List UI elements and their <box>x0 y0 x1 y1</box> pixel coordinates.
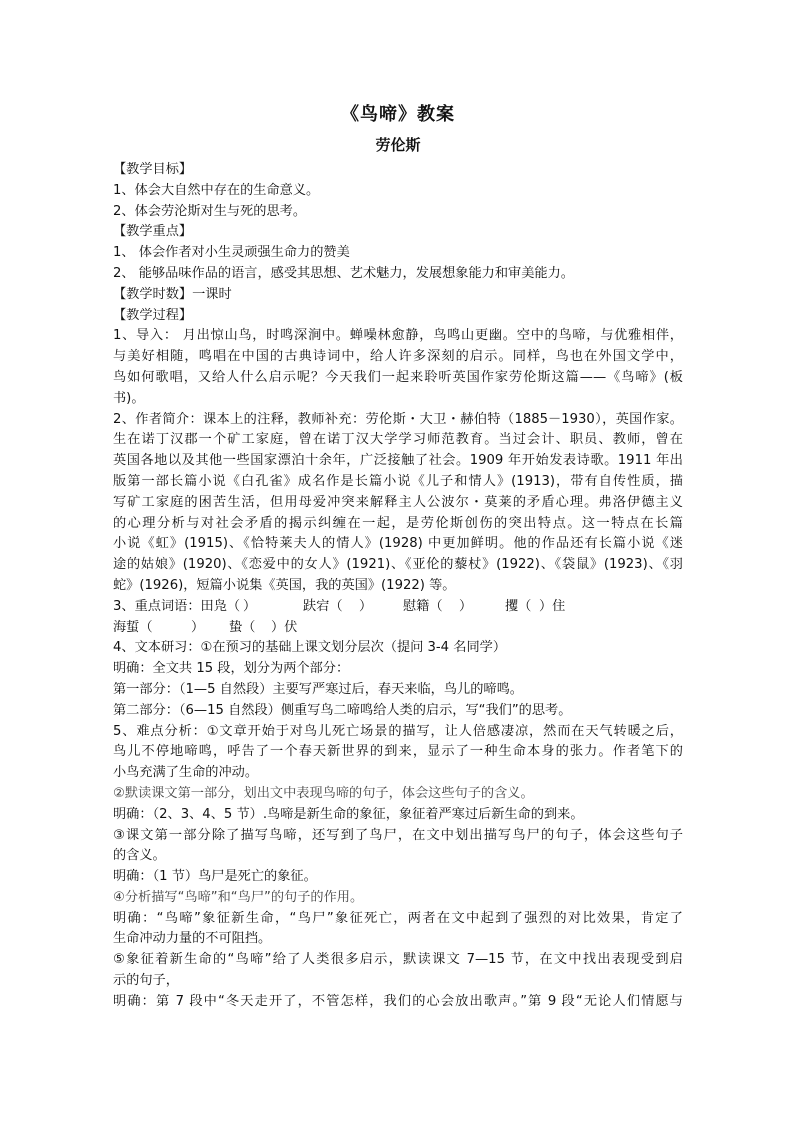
text-line: 明确：全文共 15 段，划分为两个部分： <box>113 661 350 677</box>
vocab-word: 趺宕（ <box>303 598 343 614</box>
text-line: 第二部分：（6—15 自然段）侧重写鸟二啼鸣给人类的启示，写“我们”的思考。 <box>113 702 572 718</box>
section-heading: 【教学过程】 <box>113 307 193 323</box>
text-line: 1、导入： 月出惊山鸟，时鸣深涧中。蝉噪林愈静，鸟鸣山更幽。空中的鸟啼，与优雅相伴， <box>113 328 683 344</box>
text-line: ④分析描写“鸟啼”和“鸟尸”的句子的作用。 <box>113 889 364 905</box>
text-line: 写矿工家庭的困苦生活，但用母爱冲突来解释主人公波尔・莫莱的矛盾心理。弗洛伊德主义 <box>113 494 683 510</box>
document-body <box>113 160 683 1013</box>
text-line: 生命冲动力量的不可阻挡。 <box>113 931 272 947</box>
text-line: 小说《虹》(1915)、《恰特莱夫人的情人》(1928) 中更加鲜明。他的作品还有长篇小说《迷 <box>113 536 683 552</box>
document-author: 劳伦斯 <box>375 136 421 154</box>
section-heading: 【教学时数】一课时 <box>113 286 232 302</box>
vocab-blank-close: ）伏 <box>271 619 298 635</box>
text-line: 2、体会劳沦斯对生与死的思考。 <box>113 203 307 219</box>
text-line: 生在诺丁汉郡一个矿工家庭，曾在诺丁汉大学学习师范教育。当过会计、职员、教师，曾在 <box>113 432 683 448</box>
text-line: 与美好相随，鸣唱在中国的古典诗词中，给人许多深刻的启示。同样，鸟也在外国文学中， <box>113 349 683 365</box>
text-line: 鸟如何歌唱，又给人什么启示呢？今天我们一起来聆听英国作家劳伦斯这篇——《鸟啼》(板 <box>113 369 683 385</box>
text-line: ③课文第一部分除了描写鸟啼，还写到了鸟尸，在文中划出描写鸟尸的句子，体会这些句子 <box>113 827 683 843</box>
text-line: 示的句子， <box>113 973 179 989</box>
document-title: 《鸟啼》教案 <box>341 104 455 125</box>
text-line: 英国各地以及其他一些国家漂泊十余年，广泛接触了社会。1909 年开始发表诗歌。1911 年出 <box>113 453 683 469</box>
text-line: 5、难点分析：①文章开始于对鸟儿死亡场景的描写，让人倍感凄凉，然而在天气转暖之后， <box>113 723 683 739</box>
text-line: ②默读课文第一部分，划出文中表现鸟啼的句子，体会这些句子的含义。 <box>113 785 534 801</box>
text-line: 版第一部长篇小说《白孔雀》成名作是长篇小说《儿子和情人》(1913)，带有自传性质，描 <box>113 473 683 489</box>
vocab-label: 3、重点词语：田凫（ <box>113 598 241 614</box>
vocab-label: 海蜇（ <box>113 619 153 635</box>
text-line: 1、 体会作者对小生灵顽强生命力的赞美 <box>113 245 350 261</box>
text-line: ⑤象征着新生命的“鸟啼”给了人类很多启示，默读课文 7—15 节，在文中找出表现受到启 <box>113 952 683 968</box>
text-line: 鸟儿不停地啼鸣，呼告了一个春天新世界的到来，显示了一种生命本身的张力。作者笔下的 <box>113 744 683 760</box>
text-line: 第一部分：（1—5 自然段）主要写严寒过后，春天来临，鸟儿的啼鸣。 <box>113 681 523 697</box>
text-line: 1、体会大自然中存在的生命意义。 <box>113 182 320 198</box>
text-line: 书)。 <box>113 390 145 406</box>
vocab-blank-close: ） <box>359 598 373 614</box>
text-line: 明确：（2、3、4、5 节）.鸟啼是新生命的象征，象征着严寒过后新生命的到来。 <box>113 806 584 822</box>
text-line: 途的姑娘》(1920)、《恋爱中的女人》(1921)、《亚伦的藜杖》(1922)、《袋鼠》(1923)、《羽 <box>113 557 683 573</box>
vocab-line <box>113 618 683 639</box>
text-line: 明确：“鸟啼”象征新生命，“鸟尸”象征死亡，两者在文中起到了强烈的对比效果，肯定了 <box>113 910 683 926</box>
text-line: 的含义。 <box>113 848 166 864</box>
vocab-word: 慰籍（ <box>403 598 443 614</box>
vocab-line <box>113 597 683 618</box>
vocab-blank-close: ） <box>191 619 205 635</box>
vocab-blank-close: ） <box>459 598 473 614</box>
vocab-blank-close: ）住 <box>539 598 566 614</box>
vocab-word: 攫（ <box>505 598 532 614</box>
text-line: 4、文本研习：①在预习的基础上课文划分层次（提问 3-4 名同学） <box>113 640 507 656</box>
text-line: 明确：第 7 段中“冬天走开了，不管怎样，我们的心会放出歌声。”第 9 段“无论人们情愿与 <box>113 993 683 1009</box>
text-line: 2、 能够品味作品的语言，感受其思想、艺术魅力，发展想象能力和审美能力。 <box>113 265 574 281</box>
text-line: 2、作者简介：课本上的注释，教师补充：劳伦斯・大卫・赫伯特（1885－1930），英国作家。 <box>113 411 683 427</box>
text-line: 明确：（1 节）鸟尸是死亡的象征。 <box>113 869 317 885</box>
text-line: 的心理分析与对社会矛盾的揭示纠缠在一起，是劳伦斯创伤的突出特点。这一特点在长篇 <box>113 515 683 531</box>
section-heading: 【教学重点】 <box>113 224 193 240</box>
text-line: 小鸟充满了生命的冲动。 <box>113 765 259 781</box>
vocab-blank-close: ） <box>243 598 257 614</box>
vocab-word: 蛰（ <box>229 619 256 635</box>
section-heading: 【教学目标】 <box>113 162 193 177</box>
text-line: 蛇》(1926)，短篇小说集《英国，我的英国》(1922) 等。 <box>113 577 456 593</box>
